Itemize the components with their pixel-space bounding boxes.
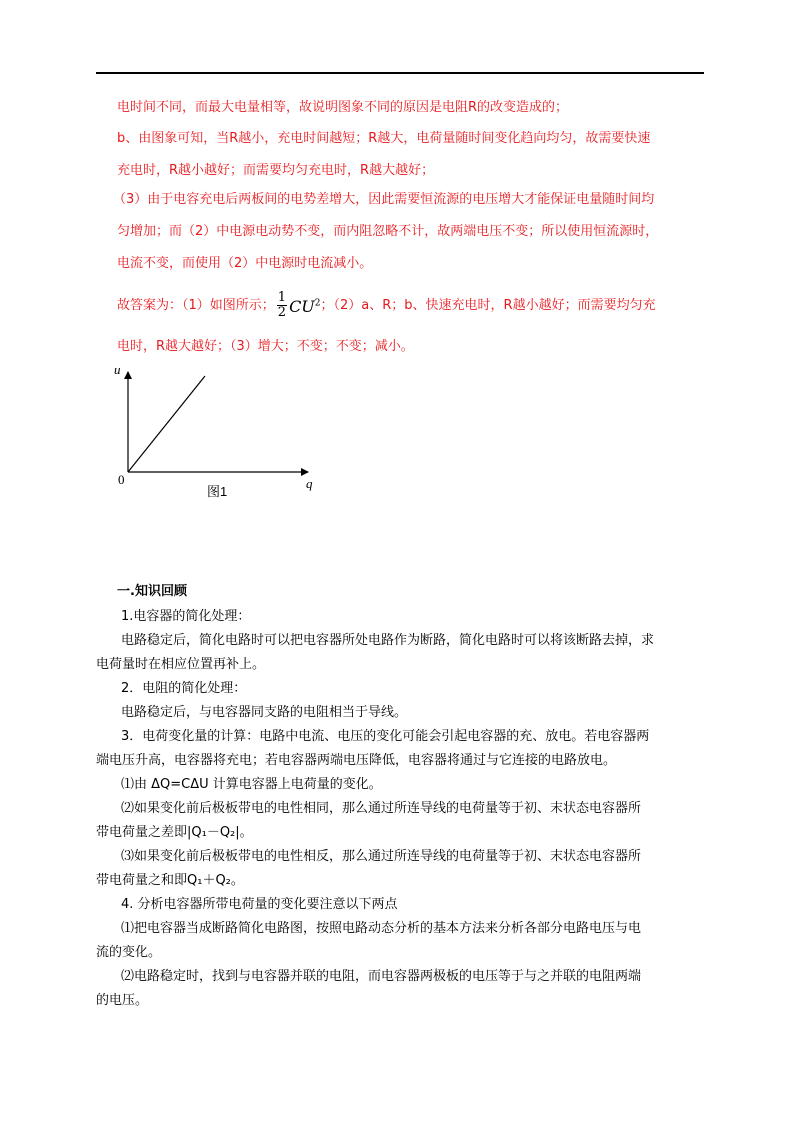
answer-line-6: 电流不变，而使用（2）中电源时电流减小。	[117, 256, 373, 271]
s2-title: 2．电阻的简化处理：	[121, 681, 247, 696]
u-q-graph	[108, 360, 328, 500]
s1-text-a: 电路稳定后，简化电路时可以把电容器所处电路作为断路，简化电路时可以将该断路去掉，求	[121, 633, 655, 648]
u-q-line	[128, 376, 205, 472]
answer-line-1: 电时间不同，而最大电量相等，故说明图象不同的原因是电阻R的改变造成的；	[117, 100, 569, 115]
s3-item-3b: 带电荷量之和即Q₁＋Q₂。	[96, 873, 244, 888]
answer-line-2: b、由图象可知，当R越小，充电时间越短；R越大，电荷量随时间变化趋向均匀，故需要快速	[117, 131, 651, 146]
y-axis-label: u	[114, 362, 121, 377]
answer-line-5: 匀增加；而（2）中电源电动势不变，而内阻忽略不计，故两端电压不变；所以使用恒流源时，	[117, 224, 659, 239]
s3-item-3a: ⑶如果变化前后极板带电的电性相反，那么通过所连导线的电荷量等于初、末状态电容器所	[121, 849, 642, 864]
s4-item-1a: ⑴把电容器当成断路简化电路图，按照电路动态分析的基本方法来分析各部分电路电压与电	[121, 921, 642, 936]
answer-line-4: （3）由于电容充电后两板间的电势差增大，因此需要恒流源的电压增大才能保证电量随时间均	[113, 192, 655, 207]
fraction-denominator: 2	[277, 305, 287, 321]
s3-item-2a: ⑵如果变化前后极板带电的电性相同，那么通过所连导线的电荷量等于初、末状态电容器所	[121, 801, 642, 816]
header-rule	[96, 72, 704, 74]
answer-line-8: 电时，R越大越好；（3）增大；不变；不变；减小。	[117, 339, 414, 354]
section-heading: 一.知识回顾	[117, 584, 187, 599]
s4-title: 4. 分析电容器所带电荷量的变化要注意以下两点	[121, 897, 398, 912]
s1-text-b: 电荷量时在相应位置再补上。	[96, 657, 266, 672]
s4-item-2b: 的电压。	[96, 993, 149, 1008]
fraction-numerator: 1	[277, 290, 287, 306]
s1-title: 1.电容器的简化处理：	[121, 609, 251, 624]
expr-cu: CU	[289, 297, 315, 317]
fraction-half	[277, 291, 287, 320]
s4-item-1b: 流的变化。	[96, 945, 162, 960]
s3-item-1: ⑴由 ΔQ=CΔU 计算电容器上电荷量的变化。	[121, 777, 382, 792]
s4-item-2a: ⑵电路稳定时，找到与电容器并联的电阻，而电容器两极板的电压等于与之并联的电阻两端	[121, 969, 642, 984]
energy-expression	[289, 297, 320, 316]
figure-caption: 图1	[207, 484, 228, 499]
s3-text-a: 3．电荷变化量的计算：电路中电流、电压的变化可能会引起电容器的充、放电。若电容器两	[121, 729, 650, 744]
expr-exponent: 2	[314, 299, 321, 309]
s3-text-b: 端电压升高，电容器将充电；若电容器两端电压降低，电容器将通过与它连接的电路放电。	[96, 753, 617, 768]
answer-line-7	[117, 288, 656, 320]
s2-text: 电路稳定后，与电容器同支路的电阻相当于导线。	[121, 705, 408, 720]
answer-line-7-suffix: ；（2）a、R；b、快速充电时，R越小越好；而需要均匀充	[320, 298, 656, 314]
x-axis-label: q	[306, 476, 313, 491]
s3-item-2b: 带电荷量之差即|Q₁－Q₂|。	[96, 825, 253, 840]
answer-line-7-prefix: 故答案为：（1）如图所示；	[117, 298, 275, 314]
answer-line-3: 充电时，R越小越好；而需要均匀充电时，R越大越好；	[117, 163, 435, 178]
origin-label: 0	[118, 472, 125, 487]
